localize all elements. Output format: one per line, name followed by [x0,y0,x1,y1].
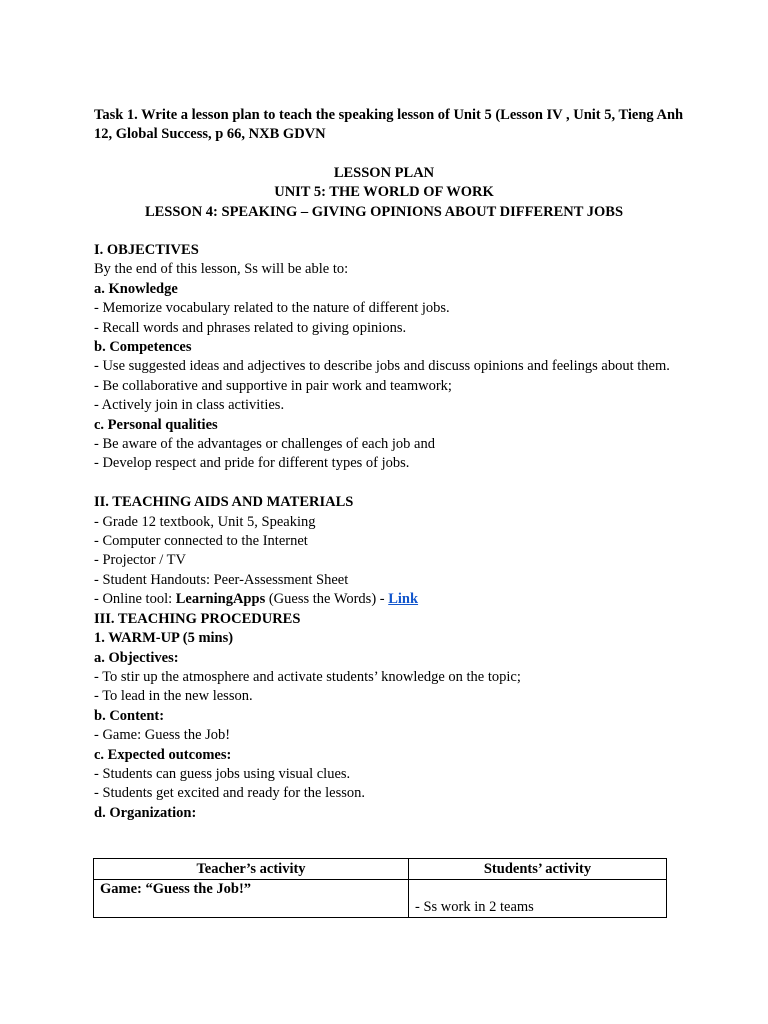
lesson-titles [0,164,768,222]
students-activity-cell [409,880,667,918]
title-lesson: LESSON 4: SPEAKING – GIVING OPINIONS ABOUT DIFFERENT JOBS [144,203,624,220]
aids-item: - Student Handouts: Peer-Assessment Sheet [94,571,349,588]
warmup-organization-heading: d. Organization: [94,804,197,821]
warmup-objectives-heading: a. Objectives: [94,649,179,666]
warmup-outcome-item: - Students get excited and ready for the lesson. [94,785,365,802]
learningapps-link[interactable]: Link [388,591,419,608]
aids-item: - Grade 12 textbook, Unit 5, Speaking [94,513,316,530]
warmup-objective-item: - To lead in the new lesson. [94,688,253,705]
knowledge-heading: a. Knowledge [94,280,178,297]
title-unit: UNIT 5: THE WORLD OF WORK [274,184,494,201]
competences-item: - Use suggested ideas and adjectives to describe jobs and discuss opinions and feelings about them. [94,358,670,375]
task-instruction: Task 1. Write a lesson plan to teach the speaking lesson of Unit 5 (Lesson IV , Unit 5, Tieng Anh 12, Global Success, p 66, NXB GDVN [94,107,684,142]
aids-item: - Projector / TV [94,552,186,569]
competences-item: - Be collaborative and supportive in pair work and teamwork; [94,377,452,394]
knowledge-item: - Memorize vocabulary related to the nature of different jobs. [94,300,450,317]
title-lesson-plan: LESSON PLAN [333,165,435,181]
lesson-body [94,241,684,823]
students-activity-header: Students’ activity [409,859,667,880]
qualities-item: - Be aware of the advantages or challenges of each job and [94,436,435,453]
knowledge-item: - Recall words and phrases related to giving opinions. [94,319,407,336]
teacher-activity-header: Teacher’s activity [94,859,409,880]
objectives-heading: I. OBJECTIVES [94,242,199,258]
aids-item: - Computer connected to the Internet [94,533,308,550]
warmup-objective-item: - To stir up the atmosphere and activate students’ knowledge on the topic; [94,668,521,685]
students-activity-text: - Ss work in 2 teams [415,899,534,915]
competences-item: - Actively join in class activities. [94,397,285,414]
aids-online-tool [94,590,684,609]
warmup-content-heading: b. Content: [94,707,165,724]
warmup-outcome-item: - Students can guess jobs using visual clues. [94,765,351,782]
organization-table [93,858,667,918]
warmup-outcomes-heading: c. Expected outcomes: [94,746,232,763]
warmup-heading: 1. WARM-UP (5 mins) [94,630,234,647]
qualities-heading: c. Personal qualities [94,416,218,433]
teacher-activity-cell: Game: “Guess the Job!” [94,880,409,918]
procedures-heading: III. TEACHING PROCEDURES [94,610,301,627]
table-row [94,880,667,918]
objectives-intro: By the end of this lesson, Ss will be able to: [94,261,349,278]
table-header-row [94,859,667,880]
warmup-content-item: - Game: Guess the Job! [94,727,231,744]
online-tool-suffix: (Guess the Words) - [265,591,389,608]
online-tool-prefix: - Online tool: [94,591,176,608]
aids-heading: II. TEACHING AIDS AND MATERIALS [94,494,354,511]
online-tool-name: LearningApps [175,591,266,608]
qualities-item: - Develop respect and pride for different types of jobs. [94,455,410,472]
competences-heading: b. Competences [94,339,192,356]
